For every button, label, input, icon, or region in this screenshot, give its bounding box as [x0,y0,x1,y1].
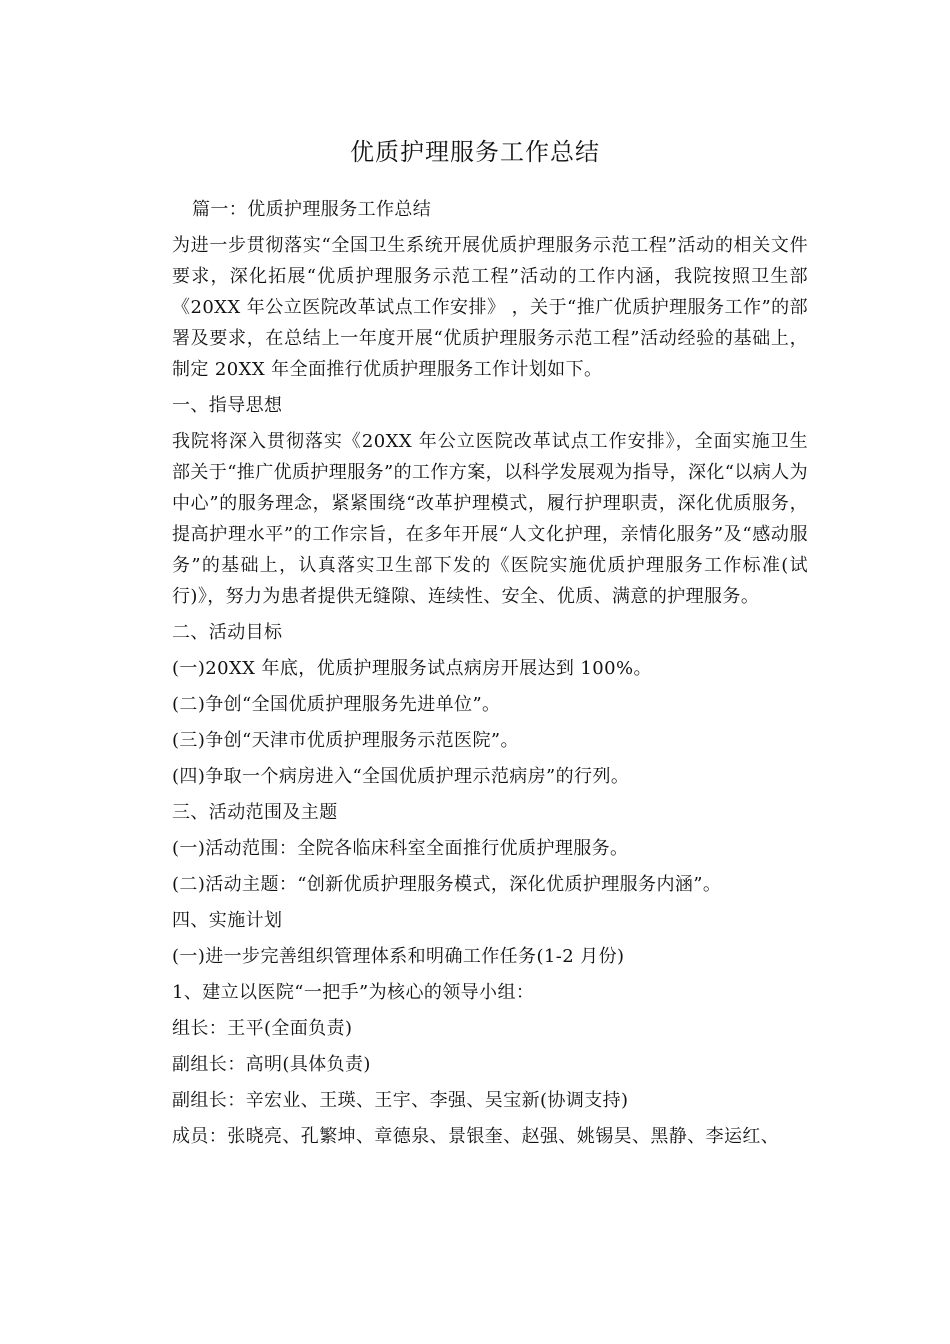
list-item: 成员：张晓亮、孔繁坤、章德泉、景银奎、赵强、姚锡昊、黑静、李运红、 [172,1125,780,1147]
paragraph: 为进一步贯彻落实“全国卫生系统开展优质护理服务示范工程”活动的相关文件要求，深化拓展“优质护理服务示范工程”活动的工作内涵，我院按照卫生部《20XX 年公立医院改革试点工作安排》 ，关于“推广优质护理服务工作”的部署及要求，在总结上一年度开展“优质护理服务示范工程”活动经验的基础上，制定 20XX 年全面推行优质护理服务工作计划如下。 [172,234,808,380]
list-item: 副组长：辛宏业、王瑛、王宇、李强、吴宝新(协调支持) [172,1089,629,1111]
list-item: (二)争创“全国优质护理服务先进单位”。 [172,693,501,715]
section-heading: 四、实施计划 [172,909,283,931]
section-heading: 篇一：优质护理服务工作总结 [192,198,432,220]
section-heading: 三、活动范围及主题 [172,801,338,823]
list-item: 副组长：高明(具体负责) [172,1053,371,1075]
section-heading: 一、指导思想 [172,394,283,416]
list-item: (四)争取一个病房进入“全国优质护理示范病房”的行列。 [172,765,630,787]
list-item: (一)进一步完善组织管理体系和明确工作任务(1-2 月份) [172,945,625,967]
list-item: (一)活动范围：全院各临床科室全面推行优质护理服务。 [172,837,629,859]
list-item: (一)20XX 年底，优质护理服务试点病房开展达到 100%。 [172,657,652,679]
list-item: 1、建立以医院“一把手”为核心的领导小组： [172,981,535,1003]
document-body [172,191,808,1154]
document-title: 优质护理服务工作总结 [350,138,600,166]
paragraph: 我院将深入贯彻落实《20XX 年公立医院改革试点工作安排》，全面实施卫生部关于“推广优质护理服务”的工作方案，以科学发展观为指导，深化“以病人为中心”的服务理念，紧紧围绕“改革护理模式，履行护理职责，深化优质服务，提高护理水平”的工作宗旨，在多年开展“人文化护理，亲情化服务”及“感动服务”的基础上，认真落实卫生部下发的《医院实施优质护理服务工作标准(试行)》，努力为患者提供无缝隙、连续性、安全、优质、满意的护理服务。 [172,430,809,607]
list-item: (二)活动主题：“创新优质护理服务模式，深化优质护理服务内涵”。 [172,873,722,895]
section-heading: 二、活动目标 [172,621,283,643]
list-item: (三)争创“天津市优质护理服务示范医院”。 [172,729,519,751]
list-item: 组长：王平(全面负责) [172,1017,353,1039]
